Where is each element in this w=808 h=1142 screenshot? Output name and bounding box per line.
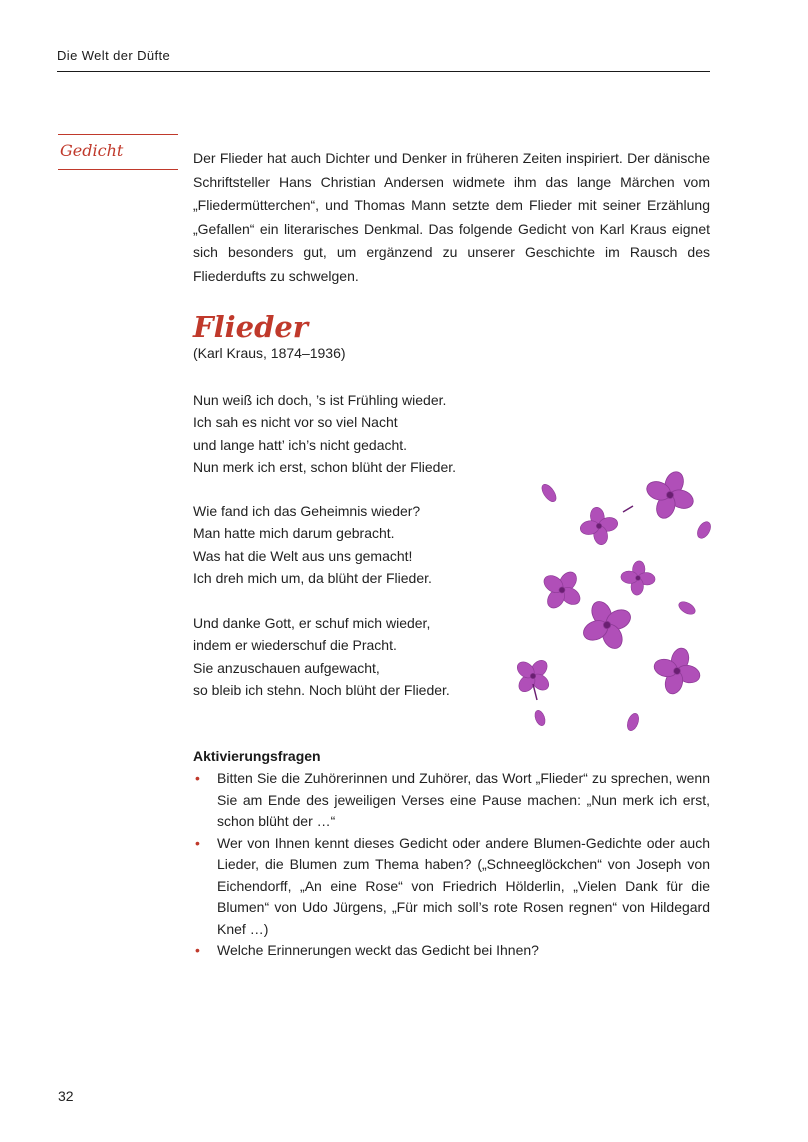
poem-line: Sie anzuschauen aufgewacht,	[193, 659, 380, 676]
lilac-petal	[677, 599, 698, 617]
poem-line: Was hat die Welt aus uns gemacht!	[193, 547, 413, 564]
poem-stanza	[193, 389, 523, 478]
lilac-flower	[639, 468, 701, 526]
poem-line: Man hatte mich darum gebracht.	[193, 525, 395, 542]
poem-stanza	[193, 612, 523, 701]
lilac-petal	[695, 519, 714, 540]
lilac-flower	[515, 649, 560, 702]
poem-line: so bleib ich stehn. Noch blüht der Flieder.	[193, 681, 450, 698]
poem-stanza	[193, 500, 523, 589]
poem-line: Nun merk ich erst, schon blüht der Flieder.	[193, 458, 457, 475]
bullet-icon: •	[195, 834, 200, 851]
poem-line: Ich sah es nicht vor so viel Nacht	[193, 414, 398, 431]
section-label-rule-top	[58, 134, 178, 135]
section-label: Gedicht	[60, 141, 124, 160]
section-label-rule-bottom	[58, 169, 178, 170]
lilac-petal	[539, 482, 559, 504]
poem-title: Flieder	[193, 310, 309, 344]
question-text: Welche Erinnerungen weckt das Gedicht bei Ihnen?	[217, 942, 539, 958]
poem-line: indem er wiederschuf die Pracht.	[193, 637, 397, 654]
intro-paragraph: Der Flieder hat auch Dichter und Denker in früheren Zeiten inspiriert. Der dänische Schriftsteller Hans Christian Andersen widmete ihm das lange Märchen vom „Fliedermütterchen“, und Thomas Mann setzte dem Flieder mit seiner Erzählung „Gefallen“ ein literarisches Denkmal. Das folgende Gedicht von Karl Kraus eignet sich besonders gut, um ergänzend zu unserer Geschichte im Rausch des Fliederdufts zu schwelgen.	[193, 150, 710, 284]
lilac-flower	[533, 561, 591, 619]
lilac-petal	[533, 709, 547, 727]
list-item	[193, 768, 710, 833]
bullet-icon: •	[195, 770, 200, 786]
running-header: Die Welt der Düfte	[57, 48, 171, 63]
lilac-flower	[577, 504, 621, 548]
lilac-petal	[625, 712, 641, 732]
poem-line: Nun weiß ich doch, ’s ist Frühling wieder.	[193, 392, 447, 408]
poem-author: (Karl Kraus, 1874–1936)	[193, 345, 346, 361]
list-item	[193, 833, 710, 941]
lilac-flower	[619, 559, 656, 596]
list-item	[193, 940, 710, 962]
poem-line: Ich dreh mich um, da blüht der Flieder.	[193, 569, 432, 586]
poem-line: Wie fand ich das Geheimnis wieder?	[193, 503, 421, 519]
flower-stem	[623, 506, 633, 512]
bullet-icon: •	[195, 942, 200, 958]
page-number: 32	[58, 1088, 74, 1104]
lilac-blossoms-illustration	[515, 468, 725, 753]
header-divider	[57, 71, 710, 72]
question-text: Wer von Ihnen kennt dieses Gedicht oder andere Blumen-Gedichte oder auch Lieder, die Blumen zum Thema haben? („Schneeglöckchen“ von Joseph von Eichendorff, „An eine Rose“ von Friedrich Hölderlin, „Vielen Dank für die Blumen“ von Udo Jürgens, „Für mich soll’s rote Rosen regnen“ von Hildegard Knef …)	[217, 834, 710, 937]
questions-heading: Aktivierungsfragen	[193, 748, 321, 764]
poem-line: und lange hatt’ ich’s nicht gedacht.	[193, 436, 408, 453]
questions-list	[193, 768, 710, 962]
question-text: Bitten Sie die Zuhörerinnen und Zuhörer, das Wort „Flieder“ zu sprechen, wenn Sie am Ende des jeweiligen Verses eine Pause machen: „Nun merk ich erst, schon blüht der …“	[217, 770, 710, 829]
lilac-flower	[648, 642, 705, 699]
lilac-flower	[574, 592, 641, 659]
poem-line: Und danke Gott, er schuf mich wieder,	[193, 615, 431, 631]
